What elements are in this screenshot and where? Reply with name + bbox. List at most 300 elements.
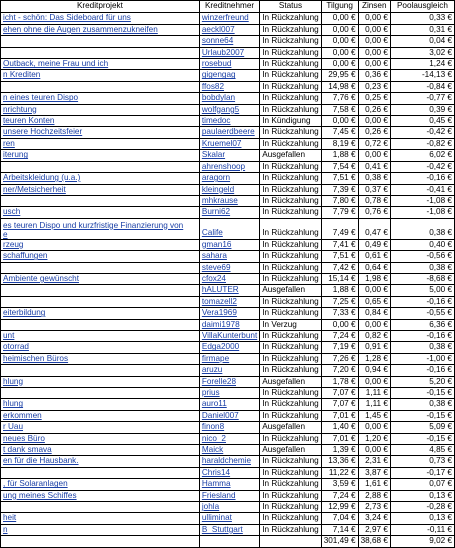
cell-kreditprojekt[interactable] [1, 116, 200, 127]
table-row [1, 150, 455, 161]
user-link[interactable]: Vera1969 [201, 308, 237, 318]
user-link[interactable]: VillaKunterbunt [201, 330, 258, 340]
cell-kreditprojekt[interactable] [1, 433, 200, 444]
cell-kreditprojekt[interactable] [1, 70, 200, 81]
user-link[interactable]: nico_2 [201, 433, 226, 443]
cell-kreditprojekt[interactable] [1, 173, 200, 184]
cell-kreditprojekt[interactable] [1, 184, 200, 195]
cell-kreditnehmer[interactable] [199, 502, 259, 513]
project-link[interactable]: Outback, meine Frau und ich [3, 59, 109, 69]
cell-kreditprojekt[interactable] [1, 376, 200, 387]
cell-tilgung: 7,33 € [321, 308, 358, 319]
cell-status: In Rückzahlung [260, 81, 321, 92]
header-kreditnehmer: Kreditnehmer [199, 1, 259, 13]
cell-zinsen: 0,00 € [358, 116, 390, 127]
cell-poolausgleich: 5,09 € [390, 422, 454, 433]
cell-poolausgleich: -0,16 € [390, 296, 454, 307]
cell-kreditprojekt[interactable] [1, 353, 200, 364]
cell-kreditnehmer[interactable] [199, 319, 259, 330]
project-link[interactable]: t dank smava [3, 445, 52, 455]
cell-zinsen: 2,97 € [358, 524, 390, 535]
cell-kreditnehmer[interactable] [199, 36, 259, 47]
cell-zinsen: 0,26 € [358, 127, 390, 138]
cell-kreditnehmer[interactable] [199, 59, 259, 70]
table-row [1, 13, 455, 24]
cell-status: In Kündigung [260, 116, 321, 127]
project-link[interactable]: schaffungen [3, 251, 48, 261]
cell-kreditprojekt[interactable] [1, 138, 200, 149]
user-link[interactable]: haraldchemie [201, 456, 252, 466]
cell-kreditprojekt[interactable] [1, 524, 200, 535]
cell-status: In Rückzahlung [260, 13, 321, 24]
cell-kreditprojekt[interactable] [1, 479, 200, 490]
user-link[interactable]: tomazell2 [201, 296, 237, 306]
user-link[interactable]: timedoc [201, 116, 231, 126]
cell-poolausgleich: -1,08 € [390, 207, 454, 218]
table-row [1, 376, 455, 387]
table-row [1, 388, 455, 399]
cell-zinsen: 0,00 € [358, 24, 390, 35]
table-row [1, 456, 455, 467]
cell-tilgung: 8,19 € [321, 138, 358, 149]
table-row [1, 251, 455, 262]
project-link-continued[interactable]: e [3, 229, 8, 239]
project-link[interactable]: otorrad [3, 342, 29, 352]
cell-kreditnehmer[interactable] [199, 296, 259, 307]
cell-status: In Rückzahlung [260, 388, 321, 399]
cell-tilgung: 7,79 € [321, 207, 358, 218]
table-row [1, 36, 455, 47]
cell-kreditnehmer[interactable] [199, 13, 259, 24]
total-tilgung: 301,49 € [321, 536, 358, 547]
cell-tilgung: 7,54 € [321, 161, 358, 172]
cell-kreditprojekt [1, 388, 200, 399]
table-row [1, 433, 455, 444]
cell-kreditprojekt[interactable] [1, 273, 200, 284]
project-link[interactable]: ung meines Schiffes [3, 490, 77, 500]
total-zinsen: 38,68 € [358, 536, 390, 547]
cell-kreditnehmer[interactable] [199, 70, 259, 81]
project-link[interactable]: , für Solaranlagen [3, 479, 68, 489]
user-link[interactable]: rosebud [201, 59, 232, 69]
project-link[interactable]: eiterbildung [3, 308, 46, 318]
project-link[interactable]: teuren Konten [3, 116, 55, 126]
user-link[interactable]: Chris14 [201, 467, 231, 477]
user-link[interactable]: prius [201, 388, 220, 397]
cell-kreditprojekt[interactable] [1, 13, 200, 24]
user-link[interactable]: auro11 [201, 399, 227, 409]
cell-kreditnehmer[interactable] [199, 285, 259, 296]
cell-kreditnehmer[interactable] [199, 308, 259, 319]
user-link[interactable]: Urlaub2007 [201, 47, 245, 57]
project-link[interactable]: unsere Hochzeitsfeier [3, 127, 83, 137]
cell-zinsen: 1,98 € [358, 273, 390, 284]
user-link[interactable]: Maick [201, 445, 224, 455]
project-link[interactable]: r Uau [3, 422, 24, 432]
user-link[interactable]: bobdylan [201, 93, 236, 103]
cell-kreditnehmer[interactable] [199, 422, 259, 433]
cell-poolausgleich: -0,16 € [390, 173, 454, 184]
cell-zinsen: 0,37 € [358, 184, 390, 195]
cell-kreditprojekt[interactable] [1, 422, 200, 433]
cell-zinsen: 0,23 € [358, 81, 390, 92]
table-row [1, 365, 455, 376]
user-link[interactable]: Burni62 [201, 207, 231, 217]
cell-poolausgleich: -0,16 € [390, 365, 454, 376]
cell-status: In Rückzahlung [260, 433, 321, 444]
cell-tilgung: 13,36 € [321, 456, 358, 467]
cell-status: In Rückzahlung [260, 218, 321, 239]
user-link[interactable]: aragorn [201, 173, 231, 183]
cell-kreditprojekt[interactable] [1, 445, 200, 456]
cell-poolausgleich: 5,20 € [390, 376, 454, 387]
cell-tilgung: 7,14 € [321, 524, 358, 535]
table-row [1, 319, 455, 330]
cell-kreditnehmer[interactable] [199, 127, 259, 138]
cell-tilgung: 0,00 € [321, 116, 358, 127]
cell-tilgung: 11,22 € [321, 467, 358, 478]
table-row [1, 218, 455, 239]
user-link[interactable]: gman16 [201, 239, 232, 249]
cell-kreditnehmer[interactable] [199, 218, 259, 239]
cell-poolausgleich: 0,13 € [390, 513, 454, 524]
cell-kreditprojekt[interactable] [1, 410, 200, 421]
cell-kreditprojekt [1, 81, 200, 92]
cell-poolausgleich: 0,38 € [390, 342, 454, 353]
totals-spacer [199, 536, 259, 547]
cell-status: In Rückzahlung [260, 296, 321, 307]
table-row [1, 173, 455, 184]
user-link[interactable]: Hamma [201, 479, 231, 489]
cell-tilgung: 7,58 € [321, 104, 358, 115]
user-link[interactable]: Daniel007 [201, 410, 239, 420]
cell-kreditprojekt[interactable] [1, 207, 200, 218]
cell-zinsen: 0,00 € [358, 285, 390, 296]
cell-zinsen: 0,94 € [358, 365, 390, 376]
cell-kreditnehmer[interactable] [199, 24, 259, 35]
cell-zinsen: 0,25 € [358, 93, 390, 104]
cell-poolausgleich: 0,13 € [390, 490, 454, 501]
cell-kreditnehmer[interactable] [199, 365, 259, 376]
table-row [1, 445, 455, 456]
user-link[interactable]: sonne64 [201, 36, 234, 46]
user-link[interactable]: Calife [201, 228, 223, 238]
user-link[interactable]: wolfgang5 [201, 104, 240, 114]
user-link[interactable]: kleingeld [201, 184, 235, 194]
cell-zinsen: 3,24 € [358, 513, 390, 524]
cell-kreditnehmer[interactable] [199, 116, 259, 127]
cell-kreditnehmer[interactable] [199, 273, 259, 284]
cell-kreditnehmer[interactable] [199, 93, 259, 104]
table-row [1, 467, 455, 478]
cell-tilgung: 0,00 € [321, 47, 358, 58]
table-row [1, 479, 455, 490]
cell-kreditnehmer[interactable] [199, 456, 259, 467]
table-row [1, 195, 455, 206]
cell-tilgung: 7,25 € [321, 296, 358, 307]
project-link[interactable]: n Krediten [3, 70, 41, 80]
user-link[interactable]: aruzu [201, 365, 223, 375]
user-link[interactable]: finon8 [201, 422, 225, 432]
cell-status: In Rückzahlung [260, 342, 321, 353]
user-link[interactable]: sahara [201, 251, 227, 261]
project-link[interactable]: en für die Hausbank. [3, 456, 79, 466]
cell-kreditnehmer[interactable] [199, 342, 259, 353]
cell-status: In Rückzahlung [260, 47, 321, 58]
user-link[interactable]: ulliminat [201, 513, 232, 523]
cell-tilgung: 1,78 € [321, 376, 358, 387]
project-link[interactable]: es teuren Dispo und kurzfristige Finanzierung von [3, 220, 184, 230]
cell-kreditnehmer[interactable] [199, 239, 259, 250]
user-link[interactable]: aeckl007 [201, 24, 235, 34]
cell-status: In Rückzahlung [260, 330, 321, 341]
cell-status: In Rückzahlung [260, 513, 321, 524]
cell-tilgung: 7,51 € [321, 251, 358, 262]
cell-kreditprojekt [1, 296, 200, 307]
project-link[interactable]: n [3, 524, 8, 534]
project-link[interactable]: hlung [3, 399, 24, 409]
cell-kreditprojekt[interactable] [1, 59, 200, 70]
cell-status: In Rückzahlung [260, 490, 321, 501]
project-link[interactable]: iterung [3, 150, 29, 160]
cell-zinsen: 0,82 € [358, 330, 390, 341]
user-link[interactable]: gigengag [201, 70, 236, 80]
cell-tilgung: 7,42 € [321, 262, 358, 273]
project-link[interactable]: Arbeitskleidung (u.a.) [3, 173, 81, 183]
cell-poolausgleich: 5,00 € [390, 285, 454, 296]
cell-tilgung: 7,51 € [321, 173, 358, 184]
table-row [1, 524, 455, 535]
cell-zinsen: 0,26 € [358, 104, 390, 115]
cell-kreditnehmer[interactable] [199, 195, 259, 206]
cell-zinsen: 3,87 € [358, 467, 390, 478]
cell-kreditprojekt[interactable] [1, 490, 200, 501]
project-link[interactable]: hlung [3, 376, 24, 386]
cell-zinsen: 0,72 € [358, 138, 390, 149]
user-link[interactable]: ahrenshoop [201, 161, 246, 171]
cell-kreditnehmer[interactable] [199, 104, 259, 115]
user-link[interactable]: Skalar [201, 150, 226, 160]
cell-kreditnehmer[interactable] [199, 81, 259, 92]
cell-kreditprojekt [1, 285, 200, 296]
cell-kreditnehmer[interactable] [199, 513, 259, 524]
cell-status: In Rückzahlung [260, 399, 321, 410]
user-link[interactable]: mhkrause [201, 195, 238, 205]
cell-kreditprojekt[interactable] [1, 251, 200, 262]
table-row [1, 239, 455, 250]
user-link[interactable]: paulaerdbeere [201, 127, 255, 137]
table-row [1, 502, 455, 513]
cell-kreditnehmer[interactable] [199, 479, 259, 490]
cell-kreditprojekt[interactable] [1, 456, 200, 467]
cell-kreditprojekt [1, 467, 200, 478]
cell-zinsen: 1,20 € [358, 433, 390, 444]
cell-kreditnehmer[interactable] [199, 524, 259, 535]
user-link[interactable]: Friesland [201, 490, 236, 500]
cell-kreditprojekt[interactable] [1, 308, 200, 319]
cell-kreditprojekt[interactable] [1, 218, 200, 239]
cell-tilgung: 7,04 € [321, 513, 358, 524]
cell-status: In Rückzahlung [260, 207, 321, 218]
cell-kreditprojekt[interactable] [1, 239, 200, 250]
user-link[interactable]: ffos82 [201, 81, 225, 91]
cell-kreditnehmer[interactable] [199, 467, 259, 478]
cell-status: In Rückzahlung [260, 467, 321, 478]
cell-kreditnehmer[interactable] [199, 138, 259, 149]
cell-zinsen: 0,00 € [358, 13, 390, 24]
user-link[interactable]: B_Stuttgart [201, 524, 243, 534]
project-link[interactable]: usch [3, 207, 21, 217]
project-link[interactable]: icht - schön: Das Sideboard für uns [3, 13, 131, 23]
project-link[interactable]: erkommen [3, 410, 42, 420]
cell-kreditprojekt [1, 262, 200, 273]
table-row [1, 70, 455, 81]
cell-kreditprojekt [1, 502, 200, 513]
cell-kreditnehmer[interactable] [199, 410, 259, 421]
cell-tilgung: 29,95 € [321, 70, 358, 81]
cell-kreditnehmer[interactable] [199, 161, 259, 172]
cell-zinsen: 1,61 € [358, 479, 390, 490]
cell-status: Ausgefallen [260, 285, 321, 296]
cell-zinsen: 0,76 € [358, 207, 390, 218]
project-link[interactable]: rzeug [3, 239, 24, 249]
cell-kreditprojekt[interactable] [1, 330, 200, 341]
cell-status: In Rückzahlung [260, 262, 321, 273]
cell-poolausgleich: -8,68 € [390, 273, 454, 284]
cell-tilgung: 3,59 € [321, 479, 358, 490]
cell-kreditnehmer[interactable] [199, 330, 259, 341]
cell-poolausgleich: 0,33 € [390, 13, 454, 24]
project-link[interactable]: nrichtung [3, 104, 37, 114]
cell-kreditnehmer[interactable] [199, 251, 259, 262]
table-row [1, 285, 455, 296]
cell-tilgung: 7,01 € [321, 410, 358, 421]
project-link[interactable]: n eines teuren Dispo [3, 93, 79, 103]
project-link[interactable]: neues Büro [3, 433, 45, 443]
cell-zinsen: 0,49 € [358, 239, 390, 250]
cell-tilgung: 7,49 € [321, 218, 358, 239]
cell-poolausgleich: -14,13 € [390, 70, 454, 81]
cell-status: In Rückzahlung [260, 239, 321, 250]
project-link[interactable]: Ambiente gewünscht [3, 273, 80, 283]
table-body [1, 13, 455, 536]
cell-kreditprojekt[interactable] [1, 150, 200, 161]
cell-kreditnehmer[interactable] [199, 150, 259, 161]
cell-zinsen: 0,91 € [358, 342, 390, 353]
cell-kreditnehmer[interactable] [199, 388, 259, 399]
cell-kreditnehmer[interactable] [199, 47, 259, 58]
cell-status: In Rückzahlung [260, 456, 321, 467]
cell-status: In Rückzahlung [260, 184, 321, 195]
user-link[interactable]: Kruemel07 [201, 138, 242, 148]
cell-kreditnehmer[interactable] [199, 445, 259, 456]
totals-spacer [260, 536, 321, 547]
cell-kreditnehmer[interactable] [199, 184, 259, 195]
cell-status: In Rückzahlung [260, 36, 321, 47]
project-link[interactable]: ehen ohne die Augen zusammenzukneifen [3, 24, 158, 34]
cell-kreditprojekt[interactable] [1, 513, 200, 524]
project-link[interactable]: ren [3, 138, 15, 148]
cell-zinsen: 0,78 € [358, 195, 390, 206]
user-link[interactable]: Forelle28 [201, 376, 236, 386]
cell-status: In Rückzahlung [260, 308, 321, 319]
cell-kreditnehmer[interactable] [199, 399, 259, 410]
user-link[interactable]: Edga2000 [201, 342, 240, 352]
cell-kreditnehmer[interactable] [199, 490, 259, 501]
cell-poolausgleich: 0,45 € [390, 116, 454, 127]
cell-kreditnehmer[interactable] [199, 207, 259, 218]
cell-poolausgleich: 4,85 € [390, 445, 454, 456]
cell-status: Ausgefallen [260, 376, 321, 387]
cell-status: In Rückzahlung [260, 251, 321, 262]
cell-status: Ausgefallen [260, 445, 321, 456]
table-row [1, 273, 455, 284]
table-row [1, 422, 455, 433]
cell-kreditprojekt[interactable] [1, 104, 200, 115]
cell-tilgung: 7,76 € [321, 93, 358, 104]
total-poolausgleich: 9,02 € [390, 536, 454, 547]
project-link[interactable]: heimischen Büros [3, 353, 69, 363]
cell-status: Ausgefallen [260, 150, 321, 161]
cell-tilgung: 7,26 € [321, 353, 358, 364]
cell-kreditprojekt[interactable] [1, 399, 200, 410]
cell-kreditnehmer[interactable] [199, 433, 259, 444]
cell-poolausgleich: 0,73 € [390, 456, 454, 467]
cell-kreditprojekt[interactable] [1, 127, 200, 138]
cell-tilgung: 12,99 € [321, 502, 358, 513]
user-link[interactable]: hALUTER [201, 285, 239, 295]
cell-kreditnehmer[interactable] [199, 376, 259, 387]
cell-kreditnehmer[interactable] [199, 262, 259, 273]
project-link[interactable]: heit [3, 513, 17, 523]
user-link[interactable]: cfox24 [201, 273, 226, 283]
cell-tilgung: 7,39 € [321, 184, 358, 195]
cell-poolausgleich: -1,00 € [390, 353, 454, 364]
cell-tilgung: 0,00 € [321, 13, 358, 24]
cell-poolausgleich: -0,28 € [390, 502, 454, 513]
table-row [1, 342, 455, 353]
cell-kreditprojekt[interactable] [1, 24, 200, 35]
cell-poolausgleich: -0,77 € [390, 93, 454, 104]
table-row [1, 399, 455, 410]
cell-tilgung: 7,80 € [321, 195, 358, 206]
cell-kreditnehmer[interactable] [199, 353, 259, 364]
cell-zinsen: 1,11 € [358, 399, 390, 410]
user-link[interactable]: daimi1978 [201, 319, 240, 329]
cell-poolausgleich: -0,15 € [390, 433, 454, 444]
user-link[interactable]: steve69 [201, 262, 231, 272]
cell-poolausgleich: 0,40 € [390, 239, 454, 250]
project-link[interactable]: unt [3, 330, 15, 340]
cell-kreditprojekt [1, 319, 200, 330]
cell-zinsen: 1,28 € [358, 353, 390, 364]
cell-kreditnehmer[interactable] [199, 173, 259, 184]
cell-status: In Rückzahlung [260, 24, 321, 35]
cell-status: In Rückzahlung [260, 59, 321, 70]
cell-poolausgleich: 6,02 € [390, 150, 454, 161]
user-link[interactable]: firmape [201, 353, 230, 363]
user-link[interactable]: johla [201, 502, 220, 512]
cell-kreditprojekt[interactable] [1, 93, 200, 104]
project-link[interactable]: ner/Metsicherheit [3, 184, 66, 194]
cell-kreditprojekt[interactable] [1, 342, 200, 353]
table-row [1, 410, 455, 421]
cell-zinsen: 2,31 € [358, 456, 390, 467]
user-link[interactable]: winzerfreund [201, 13, 249, 23]
table-row [1, 207, 455, 218]
cell-zinsen: 0,84 € [358, 308, 390, 319]
cell-zinsen: 0,65 € [358, 296, 390, 307]
